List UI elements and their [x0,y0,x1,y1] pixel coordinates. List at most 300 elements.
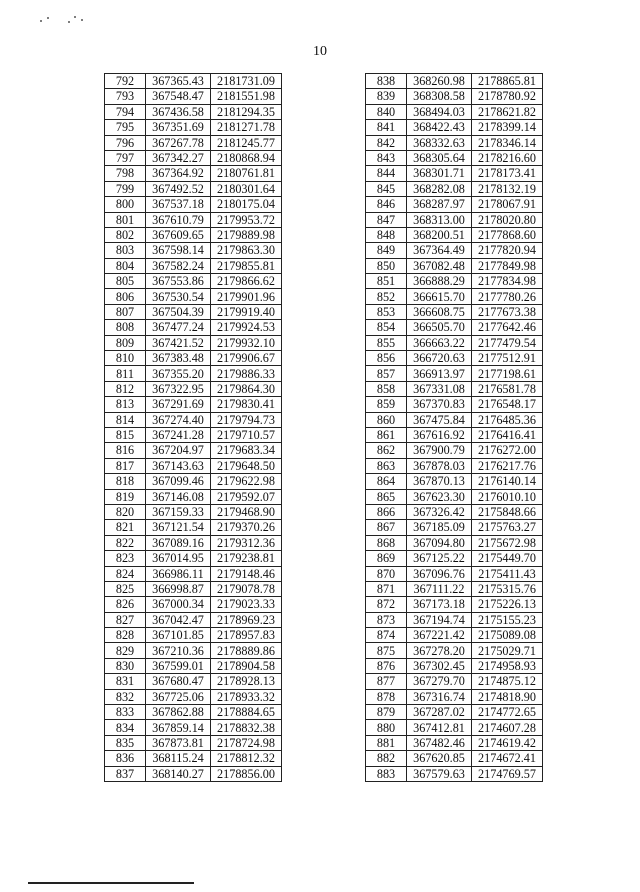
y-coordinate-cell: 2179889.98 [211,227,282,242]
table-row [366,181,543,196]
table-row [105,520,282,535]
point-number-cell: 811 [105,366,146,381]
y-coordinate-cell: 2179919.40 [211,304,282,319]
x-coordinate-cell: 367582.24 [146,258,211,273]
table-row [366,551,543,566]
point-number-cell: 881 [366,735,407,750]
y-coordinate-cell: 2179622.98 [211,474,282,489]
table-row [105,689,282,704]
table-row [105,135,282,150]
y-coordinate-cell: 2175029.71 [472,643,543,658]
point-number-cell: 830 [105,658,146,673]
y-coordinate-cell: 2176140.14 [472,474,543,489]
point-number-cell: 818 [105,474,146,489]
x-coordinate-cell: 368115.24 [146,751,211,766]
y-coordinate-cell: 2179901.96 [211,289,282,304]
point-number-cell: 874 [366,628,407,643]
point-number-cell: 800 [105,197,146,212]
point-number-cell: 804 [105,258,146,273]
scan-speck [81,19,83,21]
table-row [105,104,282,119]
table-row [366,381,543,396]
x-coordinate-cell: 367111.22 [407,581,472,596]
table-row [366,197,543,212]
table-row [366,243,543,258]
y-coordinate-cell: 2178399.14 [472,120,543,135]
point-number-cell: 847 [366,212,407,227]
y-coordinate-cell: 2180868.94 [211,150,282,165]
point-number-cell: 834 [105,720,146,735]
table-row [105,89,282,104]
scan-speck [74,16,76,18]
y-coordinate-cell: 2179866.62 [211,274,282,289]
table-row [105,274,282,289]
point-number-cell: 845 [366,181,407,196]
table-row [366,581,543,596]
scan-speck [40,20,42,22]
table-row [366,689,543,704]
y-coordinate-cell: 2177868.60 [472,227,543,242]
y-coordinate-cell: 2180301.64 [211,181,282,196]
x-coordinate-cell: 367421.52 [146,335,211,350]
x-coordinate-cell: 368494.03 [407,104,472,119]
point-number-cell: 863 [366,458,407,473]
x-coordinate-cell: 367096.76 [407,566,472,581]
table-row [366,412,543,427]
table-row [366,74,543,89]
x-coordinate-cell: 368308.58 [407,89,472,104]
point-number-cell: 793 [105,89,146,104]
point-number-cell: 861 [366,427,407,442]
table-body [105,74,282,782]
y-coordinate-cell: 2181245.77 [211,135,282,150]
y-coordinate-cell: 2178621.82 [472,104,543,119]
table-row [105,720,282,735]
point-number-cell: 843 [366,150,407,165]
point-number-cell: 825 [105,581,146,596]
point-number-cell: 827 [105,612,146,627]
point-number-cell: 877 [366,674,407,689]
point-number-cell: 854 [366,320,407,335]
x-coordinate-cell: 367623.30 [407,489,472,504]
table-row [366,674,543,689]
point-number-cell: 828 [105,628,146,643]
point-number-cell: 856 [366,351,407,366]
y-coordinate-cell: 2181551.98 [211,89,282,104]
point-number-cell: 865 [366,489,407,504]
x-coordinate-cell: 366913.97 [407,366,472,381]
x-coordinate-cell: 367365.43 [146,74,211,89]
x-coordinate-cell: 367900.79 [407,443,472,458]
x-coordinate-cell: 368313.00 [407,212,472,227]
table-row [366,427,543,442]
y-coordinate-cell: 2179468.90 [211,504,282,519]
point-number-cell: 795 [105,120,146,135]
y-coordinate-cell: 2176416.41 [472,427,543,442]
table-row [105,227,282,242]
x-coordinate-cell: 367492.52 [146,181,211,196]
y-coordinate-cell: 2174772.65 [472,705,543,720]
x-coordinate-cell: 367370.83 [407,397,472,412]
point-number-cell: 875 [366,643,407,658]
table-row [105,197,282,212]
y-coordinate-cell: 2179864.30 [211,381,282,396]
x-coordinate-cell: 367210.36 [146,643,211,658]
x-coordinate-cell: 368305.64 [407,150,472,165]
point-number-cell: 852 [366,289,407,304]
table-row [366,535,543,550]
x-coordinate-cell: 366998.87 [146,581,211,596]
table-row [366,612,543,627]
x-coordinate-cell: 367146.08 [146,489,211,504]
table-row [366,458,543,473]
y-coordinate-cell: 2178132.19 [472,181,543,196]
x-coordinate-cell: 367089.16 [146,535,211,550]
x-coordinate-cell: 366505.70 [407,320,472,335]
x-coordinate-cell: 367194.74 [407,612,472,627]
point-number-cell: 851 [366,274,407,289]
table-row [366,643,543,658]
point-number-cell: 860 [366,412,407,427]
table-row [105,612,282,627]
x-coordinate-cell: 367859.14 [146,720,211,735]
y-coordinate-cell: 2177642.46 [472,320,543,335]
y-coordinate-cell: 2176581.78 [472,381,543,396]
y-coordinate-cell: 2178889.86 [211,643,282,658]
y-coordinate-cell: 2179953.72 [211,212,282,227]
point-number-cell: 796 [105,135,146,150]
table-row [105,150,282,165]
x-coordinate-cell: 367099.46 [146,474,211,489]
point-number-cell: 831 [105,674,146,689]
table-row [366,705,543,720]
table-row [366,258,543,273]
table-row [105,120,282,135]
y-coordinate-cell: 2174619.42 [472,735,543,750]
y-coordinate-cell: 2179023.33 [211,597,282,612]
point-number-cell: 862 [366,443,407,458]
table-row [105,381,282,396]
point-number-cell: 883 [366,766,407,781]
y-coordinate-cell: 2174769.57 [472,766,543,781]
x-coordinate-cell: 367364.92 [146,166,211,181]
point-number-cell: 869 [366,551,407,566]
x-coordinate-cell: 367579.63 [407,766,472,781]
table-row [105,581,282,596]
table-row [105,597,282,612]
x-coordinate-cell: 367322.95 [146,381,211,396]
table-row [105,166,282,181]
x-coordinate-cell: 368200.51 [407,227,472,242]
table-row [105,427,282,442]
table-row [105,443,282,458]
y-coordinate-cell: 2175848.66 [472,504,543,519]
coordinate-table-left [104,73,282,782]
x-coordinate-cell: 367383.48 [146,351,211,366]
table-row [366,150,543,165]
point-number-cell: 809 [105,335,146,350]
y-coordinate-cell: 2179312.36 [211,535,282,550]
x-coordinate-cell: 367241.28 [146,427,211,442]
point-number-cell: 805 [105,274,146,289]
y-coordinate-cell: 2177512.91 [472,351,543,366]
table-row [105,181,282,196]
point-number-cell: 858 [366,381,407,396]
x-coordinate-cell: 367121.54 [146,520,211,535]
point-number-cell: 819 [105,489,146,504]
x-coordinate-cell: 368260.98 [407,74,472,89]
table-body [366,74,543,782]
y-coordinate-cell: 2175449.70 [472,551,543,566]
y-coordinate-cell: 2178173.41 [472,166,543,181]
table-row [366,166,543,181]
y-coordinate-cell: 2176217.76 [472,458,543,473]
x-coordinate-cell: 367616.92 [407,427,472,442]
table-row [105,535,282,550]
x-coordinate-cell: 367267.78 [146,135,211,150]
point-number-cell: 833 [105,705,146,720]
x-coordinate-cell: 367477.24 [146,320,211,335]
table-row [366,212,543,227]
y-coordinate-cell: 2179683.34 [211,443,282,458]
point-number-cell: 857 [366,366,407,381]
y-coordinate-cell: 2175315.76 [472,581,543,596]
point-number-cell: 813 [105,397,146,412]
y-coordinate-cell: 2179794.73 [211,412,282,427]
point-number-cell: 799 [105,181,146,196]
y-coordinate-cell: 2178928.13 [211,674,282,689]
y-coordinate-cell: 2174875.12 [472,674,543,689]
table-row [366,289,543,304]
x-coordinate-cell: 367326.42 [407,504,472,519]
y-coordinate-cell: 2178933.32 [211,689,282,704]
table-row [366,320,543,335]
point-number-cell: 797 [105,150,146,165]
x-coordinate-cell: 367620.85 [407,751,472,766]
point-number-cell: 829 [105,643,146,658]
x-coordinate-cell: 367279.70 [407,674,472,689]
x-coordinate-cell: 366608.75 [407,304,472,319]
x-coordinate-cell: 367094.80 [407,535,472,550]
table-row [366,351,543,366]
x-coordinate-cell: 367610.79 [146,212,211,227]
point-number-cell: 810 [105,351,146,366]
x-coordinate-cell: 367316.74 [407,689,472,704]
x-coordinate-cell: 367159.33 [146,504,211,519]
y-coordinate-cell: 2177673.38 [472,304,543,319]
x-coordinate-cell: 367725.06 [146,689,211,704]
table-row [105,566,282,581]
x-coordinate-cell: 367873.81 [146,735,211,750]
point-number-cell: 801 [105,212,146,227]
y-coordinate-cell: 2178780.92 [472,89,543,104]
table-row [105,351,282,366]
x-coordinate-cell: 367862.88 [146,705,211,720]
y-coordinate-cell: 2178020.80 [472,212,543,227]
point-number-cell: 870 [366,566,407,581]
y-coordinate-cell: 2178957.83 [211,628,282,643]
table-row [366,335,543,350]
table-row [105,320,282,335]
table-row [105,474,282,489]
y-coordinate-cell: 2177834.98 [472,274,543,289]
point-number-cell: 808 [105,320,146,335]
x-coordinate-cell: 367364.49 [407,243,472,258]
x-coordinate-cell: 367553.86 [146,274,211,289]
y-coordinate-cell: 2181294.35 [211,104,282,119]
table-row [105,74,282,89]
point-number-cell: 853 [366,304,407,319]
x-coordinate-cell: 367331.08 [407,381,472,396]
x-coordinate-cell: 367000.34 [146,597,211,612]
x-coordinate-cell: 367302.45 [407,658,472,673]
y-coordinate-cell: 2177479.54 [472,335,543,350]
table-row [105,643,282,658]
table-row [105,412,282,427]
point-number-cell: 864 [366,474,407,489]
point-number-cell: 871 [366,581,407,596]
x-coordinate-cell: 368301.71 [407,166,472,181]
y-coordinate-cell: 2178216.60 [472,150,543,165]
table-row [105,504,282,519]
point-number-cell: 850 [366,258,407,273]
y-coordinate-cell: 2177198.61 [472,366,543,381]
x-coordinate-cell: 367475.84 [407,412,472,427]
x-coordinate-cell: 366615.70 [407,289,472,304]
table-row [105,751,282,766]
table-row [366,274,543,289]
point-number-cell: 879 [366,705,407,720]
y-coordinate-cell: 2180175.04 [211,197,282,212]
table-row [105,766,282,781]
y-coordinate-cell: 2179238.81 [211,551,282,566]
x-coordinate-cell: 367609.65 [146,227,211,242]
scan-speck [68,21,70,23]
table-row [366,135,543,150]
point-number-cell: 839 [366,89,407,104]
y-coordinate-cell: 2176548.17 [472,397,543,412]
table-row [105,658,282,673]
point-number-cell: 859 [366,397,407,412]
y-coordinate-cell: 2179855.81 [211,258,282,273]
point-number-cell: 849 [366,243,407,258]
page-number: 10 [313,44,327,59]
point-number-cell: 816 [105,443,146,458]
table-row [105,705,282,720]
y-coordinate-cell: 2180761.81 [211,166,282,181]
y-coordinate-cell: 2179370.26 [211,520,282,535]
table-row [366,504,543,519]
point-number-cell: 880 [366,720,407,735]
x-coordinate-cell: 367291.69 [146,397,211,412]
x-coordinate-cell: 367173.18 [407,597,472,612]
y-coordinate-cell: 2179924.53 [211,320,282,335]
x-coordinate-cell: 367278.20 [407,643,472,658]
x-coordinate-cell: 366986.11 [146,566,211,581]
point-number-cell: 812 [105,381,146,396]
x-coordinate-cell: 367143.63 [146,458,211,473]
point-number-cell: 838 [366,74,407,89]
point-number-cell: 868 [366,535,407,550]
x-coordinate-cell: 367870.13 [407,474,472,489]
x-coordinate-cell: 368287.97 [407,197,472,212]
y-coordinate-cell: 2179830.41 [211,397,282,412]
y-coordinate-cell: 2176272.00 [472,443,543,458]
x-coordinate-cell: 367412.81 [407,720,472,735]
point-number-cell: 807 [105,304,146,319]
point-number-cell: 802 [105,227,146,242]
x-coordinate-cell: 367436.58 [146,104,211,119]
table-row [366,751,543,766]
x-coordinate-cell: 367599.01 [146,658,211,673]
y-coordinate-cell: 2179078.78 [211,581,282,596]
table-row [105,212,282,227]
table-row [366,735,543,750]
y-coordinate-cell: 2178969.23 [211,612,282,627]
y-coordinate-cell: 2179863.30 [211,243,282,258]
y-coordinate-cell: 2178724.98 [211,735,282,750]
y-coordinate-cell: 2177849.98 [472,258,543,273]
point-number-cell: 882 [366,751,407,766]
point-number-cell: 821 [105,520,146,535]
table-row [105,674,282,689]
table-row [366,443,543,458]
x-coordinate-cell: 368140.27 [146,766,211,781]
table-row [366,566,543,581]
table-row [105,458,282,473]
y-coordinate-cell: 2179886.33 [211,366,282,381]
y-coordinate-cell: 2179592.07 [211,489,282,504]
point-number-cell: 798 [105,166,146,181]
point-number-cell: 820 [105,504,146,519]
point-number-cell: 824 [105,566,146,581]
point-number-cell: 794 [105,104,146,119]
y-coordinate-cell: 2178812.32 [211,751,282,766]
y-coordinate-cell: 2178346.14 [472,135,543,150]
x-coordinate-cell: 367548.47 [146,89,211,104]
point-number-cell: 826 [105,597,146,612]
table-row [366,474,543,489]
y-coordinate-cell: 2181271.78 [211,120,282,135]
table-row [105,735,282,750]
x-coordinate-cell: 367082.48 [407,258,472,273]
x-coordinate-cell: 367185.09 [407,520,472,535]
point-number-cell: 822 [105,535,146,550]
point-number-cell: 841 [366,120,407,135]
x-coordinate-cell: 367221.42 [407,628,472,643]
table-row [105,551,282,566]
table-row [366,304,543,319]
y-coordinate-cell: 2178904.58 [211,658,282,673]
x-coordinate-cell: 367530.54 [146,289,211,304]
y-coordinate-cell: 2178067.91 [472,197,543,212]
x-coordinate-cell: 367598.14 [146,243,211,258]
scan-speck [47,17,49,19]
table-row [105,628,282,643]
point-number-cell: 814 [105,412,146,427]
table-row [105,335,282,350]
table-row [366,520,543,535]
y-coordinate-cell: 2174607.28 [472,720,543,735]
x-coordinate-cell: 367042.47 [146,612,211,627]
y-coordinate-cell: 2177820.94 [472,243,543,258]
x-coordinate-cell: 367680.47 [146,674,211,689]
point-number-cell: 832 [105,689,146,704]
point-number-cell: 806 [105,289,146,304]
y-coordinate-cell: 2178856.00 [211,766,282,781]
table-row [366,766,543,781]
point-number-cell: 792 [105,74,146,89]
